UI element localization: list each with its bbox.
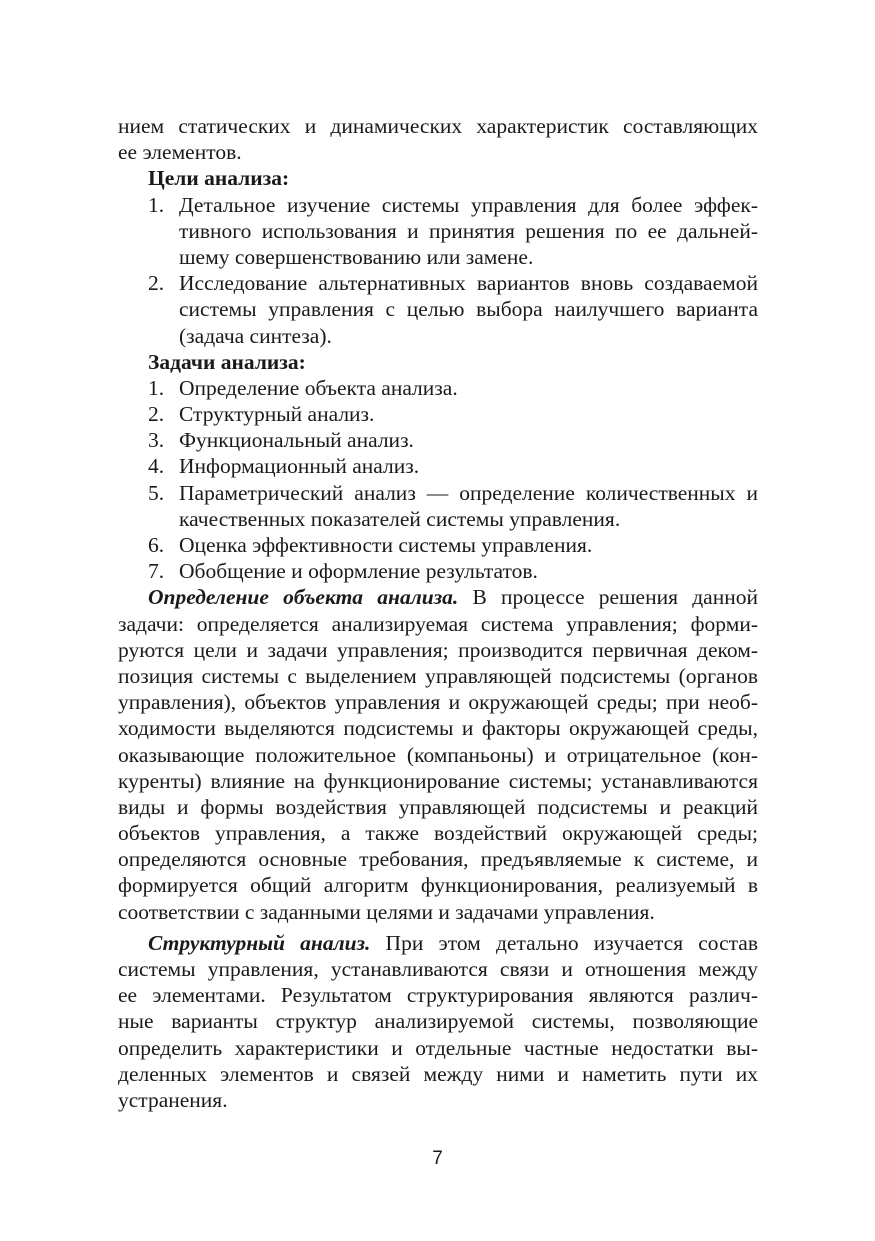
list-item-text: Детальное изучение системы управления для более эффек- [179, 192, 758, 217]
intro-line: нием статических и динамических характеристик составляющих [118, 114, 758, 138]
list-item-text: Исследование альтернативных вариантов вновь создаваемой [179, 271, 758, 296]
list-item-text: тивного использования и принятия решения по ее дальней- [179, 218, 758, 243]
page-number: 7 [432, 1148, 443, 1169]
paragraph-line: куренты) влияние на функционирование системы; устанавливаются [118, 768, 758, 793]
list-number: 7. [148, 559, 165, 584]
paragraph-line: задачи: определяется анализируемая система управления; форми- [118, 611, 758, 636]
task-item-6 [118, 532, 758, 558]
section-structure-first-line [118, 930, 758, 956]
task-item-5 [118, 480, 758, 506]
list-number: 1. [148, 192, 165, 217]
section-term: Определение объекта анализа. [148, 585, 459, 610]
list-item-text: системы управления с целью выбора наилучшего варианта [179, 297, 758, 322]
task-item-7 [118, 558, 758, 584]
paragraph-line: ные варианты структур анализируемой системы, позволяющие [118, 1009, 758, 1034]
paragraph-line: позиция системы с выделением управляющей подсистемы (органов [118, 663, 758, 688]
list-item-text: качественных показателей системы управления. [179, 506, 621, 531]
task-item-2 [118, 401, 758, 427]
paragraph-text: При этом детально изучается состав [370, 930, 758, 955]
list-item-text: (задача синтеза). [179, 323, 332, 348]
goals-heading: Цели анализа: [148, 166, 290, 191]
list-item-text: Функциональный анализ. [179, 428, 414, 453]
page-body [118, 113, 758, 1113]
paragraph-text: В процессе решения данной [458, 585, 758, 610]
paragraph-line: управления), объектов управления и окружающей среды; при необ- [118, 690, 758, 715]
tasks-heading: Задачи анализа: [148, 349, 306, 374]
paragraph-line: виды и формы воздействия управляющей подсистемы и реакций [118, 794, 758, 819]
paragraph-line: объектов управления, а также воздействий окружающей среды; [118, 821, 758, 846]
section-object-first-line [118, 584, 758, 610]
paragraph-line: соответствии с заданными целями и задачами управления. [118, 899, 655, 924]
paragraph-line: устранения. [118, 1087, 228, 1112]
list-number: 6. [148, 533, 165, 557]
list-number: 5. [148, 480, 165, 505]
paragraph-line: ее элементами. Результатом структурирования являются различ- [118, 983, 758, 1008]
list-number: 4. [148, 454, 165, 479]
list-number: 3. [148, 428, 165, 453]
paragraph-line: оказывающие положительное (компаньоны) и отрицательное (кон- [118, 742, 758, 767]
list-item-text: шему совершенствованию или замене. [179, 244, 534, 269]
list-item-text: Оценка эффективности системы управления. [179, 533, 593, 557]
list-number: 1. [148, 375, 165, 400]
paragraph-line: определяются основные требования, предъявляемые к системе, и [118, 847, 758, 872]
goal-item-2 [118, 270, 758, 296]
task-item-4 [118, 453, 758, 479]
list-item-text: Структурный анализ. [179, 402, 375, 427]
list-item-text: Информационный анализ. [179, 454, 420, 479]
list-item-text: Параметрический анализ — определение количественных и [179, 480, 758, 505]
list-number: 2. [148, 402, 165, 427]
list-item-text: Обобщение и оформление результатов. [179, 559, 538, 584]
paragraph-line: формируется общий алгоритм функционирования, реализуемый в [118, 873, 758, 898]
paragraph-line: деленных элементов и связей между ними и наметить пути их [118, 1061, 758, 1086]
intro-line: ее элементов. [118, 140, 242, 165]
paragraph-line: определить характеристики и отдельные частные недостатки вы- [118, 1035, 758, 1060]
paragraph-line: руются цели и задачи управления; производится первичная деком- [118, 637, 758, 662]
list-item-text: Определение объекта анализа. [179, 375, 458, 400]
list-number: 2. [148, 271, 165, 296]
paragraph-line: системы управления, устанавливаются связи и отношения между [118, 957, 758, 981]
task-item-1 [118, 375, 758, 401]
goal-item-1 [118, 192, 758, 218]
section-term: Структурный анализ. [148, 930, 371, 955]
paragraph-line: ходимости выделяются подсистемы и факторы окружающей среды, [118, 716, 758, 741]
task-item-3 [118, 427, 758, 453]
